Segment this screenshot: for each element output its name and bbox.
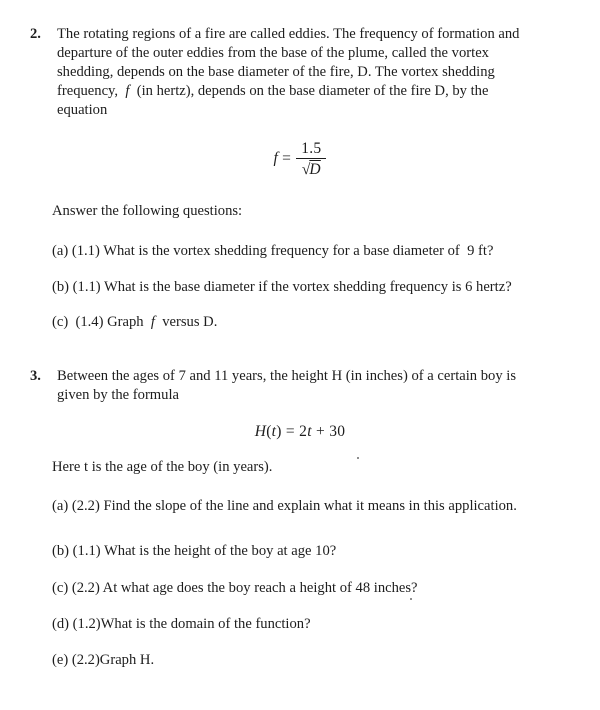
problem-3-item-e: (e) (2.2)Graph H. [52, 652, 155, 668]
scan-speck [357, 457, 359, 459]
frequency-variable: f [125, 83, 130, 99]
problem-3-item-c: (c) (2.2) At what age does the boy reach a height of 48 inches? [52, 580, 418, 596]
radical-sign: √ [301, 161, 310, 178]
equation-t-variable: t [307, 423, 312, 440]
problem-3-line-1: Between the ages of 7 and 11 years, the height H (in inches) of a certain boy is [57, 368, 517, 384]
paren-close: ) [276, 423, 282, 440]
problem-3-note: Here t is the age of the boy (in years). [52, 459, 273, 475]
problem-3-item-d: (d) (1.2)What is the domain of the function? [52, 616, 311, 632]
problem-2-line-3: shedding, depends on the base diameter of the fire, D. The vortex shedding [57, 64, 495, 80]
item-c-text: versus D. [154, 314, 218, 330]
problem-2-line-1: The rotating regions of a fire are called eddies. The frequency of formation and [57, 26, 520, 42]
problem-2-item-b: (b) (1.1) What is the base diameter if the vortex shedding frequency is 6 hertz? [52, 279, 512, 295]
equation-t-arg: t [271, 423, 277, 440]
scan-speck [410, 598, 412, 600]
equation-constant: + 30 [311, 423, 346, 440]
fraction-numerator: 1.5 [296, 140, 326, 159]
item-c-f-variable: f [150, 314, 155, 330]
problem-2 [0, 25, 600, 120]
problem-3-number: 3. [30, 368, 41, 384]
problem-2-line-5: equation [57, 102, 108, 118]
problem-2-statement [57, 25, 600, 120]
problem-3 [0, 367, 600, 405]
problem-3-statement [57, 367, 600, 405]
problem-2-number: 2. [30, 26, 41, 42]
problem-3-item-a: (a) (2.2) Find the slope of the line and explain what it means in this application. [52, 498, 517, 514]
height-formula-equation [0, 422, 600, 441]
line-4-text: frequency, [57, 83, 126, 99]
radicand-D: D [309, 161, 321, 178]
item-c-text: (c) (1.4) Graph [52, 314, 151, 330]
problem-2-item-a: (a) (1.1) What is the vortex shedding frequency for a base diameter of 9 ft? [52, 243, 494, 259]
problem-3-line-2: given by the formula [57, 387, 179, 403]
line-4-text: (in hertz), depends on the base diameter of the fire D, by the [129, 83, 489, 99]
paren-open: ( [266, 423, 272, 440]
problem-2-line-2: departure of the outer eddies from the base of the plume, called the vortex [57, 45, 489, 61]
equals-and-coefficient: = 2 [281, 423, 308, 440]
equals-sign: = [282, 149, 292, 167]
vortex-shedding-equation [0, 140, 600, 178]
problem-3-item-b: (b) (1.1) What is the height of the boy at age 10? [52, 543, 337, 559]
equation-lhs-f: f [273, 149, 279, 167]
fraction [296, 140, 326, 178]
equation-H: H [254, 423, 267, 440]
problem-2-item-c [52, 313, 600, 332]
problem-2-line-4 [57, 82, 600, 101]
fraction-denominator [296, 159, 326, 178]
problem-2-instructions: Answer the following questions: [52, 203, 243, 219]
